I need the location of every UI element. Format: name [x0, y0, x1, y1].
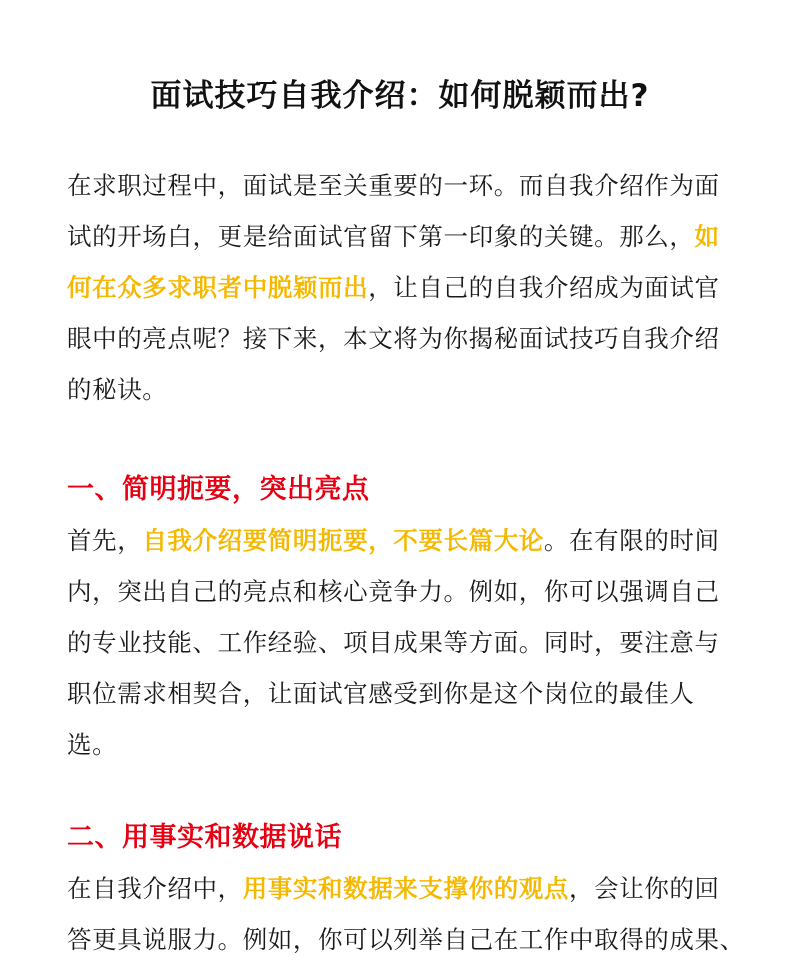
section-heading: 二、用事实和数据说话: [67, 822, 342, 853]
highlighted-text: 用事实和数据来支撑你的观点: [242, 874, 570, 903]
body-text: 。在有限的时间: [543, 526, 720, 555]
text-line: [67, 668, 747, 719]
text-line: [67, 262, 747, 313]
body-text: ，让自己的自我介绍成为面试官: [368, 273, 720, 302]
text-line: [67, 515, 747, 566]
text-line: [67, 160, 747, 211]
body-text: 内，突出自己的亮点和核心竞争力。例如，你可以强调自己: [67, 577, 720, 606]
body-text: 的秘诀。: [67, 375, 168, 404]
text-line: [67, 617, 747, 668]
section-paragraph: [67, 515, 747, 770]
body-text: 首先，: [67, 526, 143, 555]
highlighted-text: 如: [694, 222, 720, 251]
intro-paragraph: [67, 160, 747, 415]
highlighted-text: 自我介绍要简明扼要，不要长篇大论: [142, 526, 544, 555]
text-line: [67, 863, 747, 914]
body-text: 在求职过程中，面试是至关重要的一环。而自我介绍作为面: [67, 171, 720, 200]
body-text: 眼中的亮点呢？接下来，本文将为你揭秘面试技巧自我介绍: [67, 324, 720, 353]
text-line: [67, 211, 747, 262]
body-text: 试的开场白，更是给面试官留下第一印象的关键。那么，: [67, 222, 695, 251]
text-line: [67, 566, 747, 617]
section-heading: 一、简明扼要，突出亮点: [67, 474, 370, 505]
body-text: 选。: [67, 730, 118, 759]
body-text: 在自我介绍中，: [67, 874, 243, 903]
text-line: [67, 914, 747, 965]
section-2: [67, 812, 747, 965]
text-line: [67, 719, 747, 770]
article-title: 面试技巧自我介绍：如何脱颖而出?: [150, 78, 650, 114]
section-paragraph: [67, 863, 747, 965]
section-1: [67, 464, 747, 770]
text-line: [67, 313, 747, 364]
body-text: 答更具说服力。例如，你可以列举自己在工作中取得的成果、: [67, 925, 745, 954]
body-text: ，会让你的回: [569, 874, 720, 903]
body-text: 职位需求相契合，让面试官感受到你是这个岗位的最佳人: [67, 679, 695, 708]
text-line: [67, 364, 747, 415]
body-text: 的专业技能、工作经验、项目成果等方面。同时，要注意与: [67, 628, 720, 657]
highlighted-text: 何在众多求职者中脱颖而出: [67, 273, 369, 302]
